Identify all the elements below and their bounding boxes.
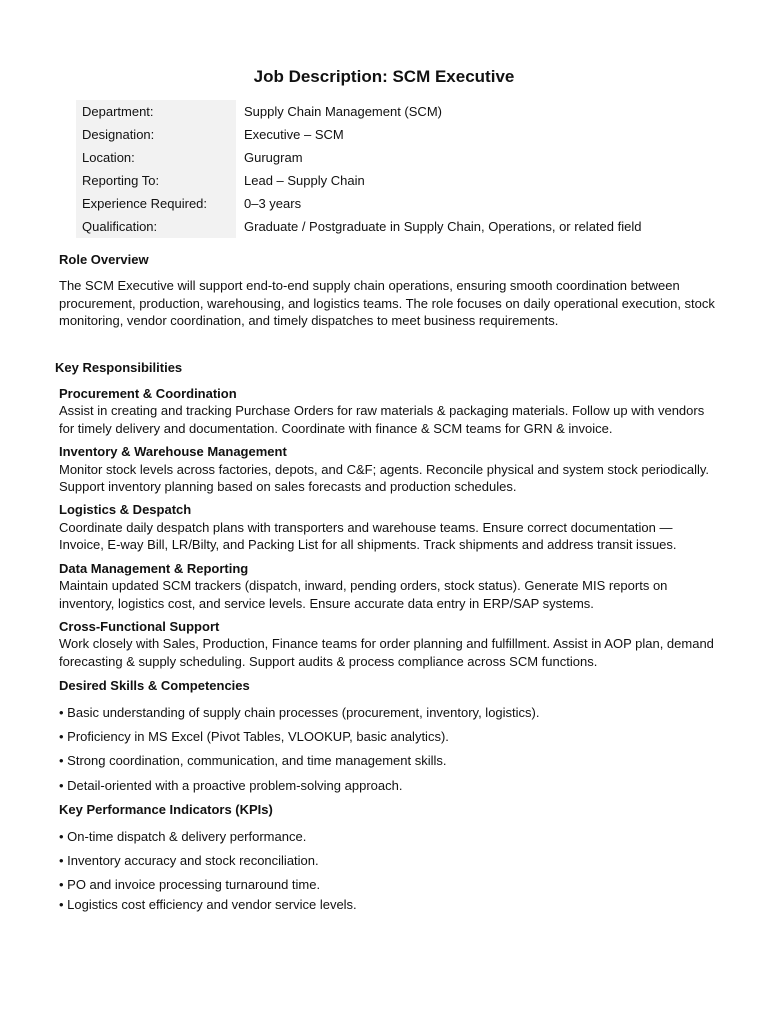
info-row-qualification (76, 215, 696, 238)
kpi-bullet: • Logistics cost efficiency and vendor service levels. (59, 896, 357, 912)
responsibility-text: Work closely with Sales, Production, Finance teams for order planning and fulfillment. Assist in AOP plan, demand forecasting & supply scheduling. Support audits & process compliance across SCM functions. (59, 636, 714, 669)
responsibility-data-management (59, 560, 719, 612)
skill-bullet: • Detail-oriented with a proactive problem-solving approach. (59, 777, 403, 793)
kpi-bullet: • PO and invoice processing turnaround time. (59, 877, 321, 893)
responsibility-text: Assist in creating and tracking Purchase Orders for raw materials & packaging materials. Follow up with vendors for timely delivery and documentation. Coordinate with finance & SCM teams for GRN & invoice. (59, 403, 705, 436)
role-overview-heading: Role Overview (59, 252, 149, 267)
info-row-designation (76, 123, 696, 146)
info-label: Location: (76, 146, 236, 169)
info-row-location (76, 146, 696, 169)
info-label: Department: (76, 100, 236, 123)
info-value: Lead – Supply Chain (244, 172, 365, 188)
kpis-heading: Key Performance Indicators (KPIs) (59, 802, 273, 818)
responsibility-logistics (59, 501, 719, 553)
info-label: Qualification: (76, 215, 236, 238)
responsibility-text: Monitor stock levels across factories, depots, and C&F; agents. Reconcile physical and system stock periodically. Support inventory planning based on sales forecasts and production schedules. (59, 461, 710, 495)
role-overview-text: The SCM Executive will support end-to-end supply chain operations, ensuring smooth coordination between procurement, production, warehousing, and logistics teams. The role focuses on daily operational execution, stock monitoring, vendor coordination, and timely dispatches to meet business requirements. (59, 278, 715, 329)
responsibility-title: Procurement & Coordination (59, 386, 237, 402)
responsibility-title: Logistics & Despatch (59, 502, 192, 518)
responsibilities-heading: Key Responsibilities (55, 359, 183, 375)
responsibility-title: Cross-Functional Support (59, 618, 220, 634)
kpi-bullet: • On-time dispatch & delivery performance. (59, 828, 307, 844)
info-value: 0–3 years (244, 195, 302, 211)
info-label: Experience Required: (76, 192, 236, 215)
skill-bullet: • Proficiency in MS Excel (Pivot Tables, VLOOKUP, basic analytics). (59, 728, 449, 744)
job-info-table (76, 100, 696, 238)
info-row-department (76, 100, 696, 123)
info-value: Executive – SCM (244, 126, 344, 142)
info-label: Designation: (76, 123, 236, 146)
responsibility-cross-functional (59, 618, 719, 670)
info-row-experience (76, 192, 696, 215)
responsibility-procurement (59, 385, 719, 437)
responsibility-title: Data Management & Reporting (59, 560, 249, 576)
document-body (55, 251, 719, 913)
responsibility-title: Inventory & Warehouse Management (59, 444, 287, 460)
responsibility-text: Maintain updated SCM trackers (dispatch, inward, pending orders, stock status). Generate MIS reports on inventory, logistics cost, and service levels. Ensure accurate data entry in ERP/SAP systems. (59, 578, 668, 611)
skills-heading: Desired Skills & Competencies (59, 678, 250, 694)
skill-bullet: • Strong coordination, communication, and time management skills. (59, 753, 447, 769)
skill-bullet: • Basic understanding of supply chain processes (procurement, inventory, logistics). (59, 704, 540, 720)
info-value: Gurugram (244, 149, 303, 165)
responsibility-text: Coordinate daily despatch plans with transporters and warehouse teams. Ensure correct documentation — Invoice, E-way Bill, LR/Bilty, and Packing List for all shipments. Track shipments and address transit issues. (59, 519, 677, 553)
info-value: Supply Chain Management (SCM) (244, 103, 442, 119)
info-value: Graduate / Postgraduate in Supply Chain, Operations, or related field (244, 218, 642, 234)
responsibility-inventory (59, 443, 719, 495)
info-row-reporting-to (76, 169, 696, 192)
page-title: Job Description: SCM Executive (253, 67, 515, 86)
info-label: Reporting To: (76, 169, 236, 192)
kpi-bullet: • Inventory accuracy and stock reconciliation. (59, 852, 319, 868)
